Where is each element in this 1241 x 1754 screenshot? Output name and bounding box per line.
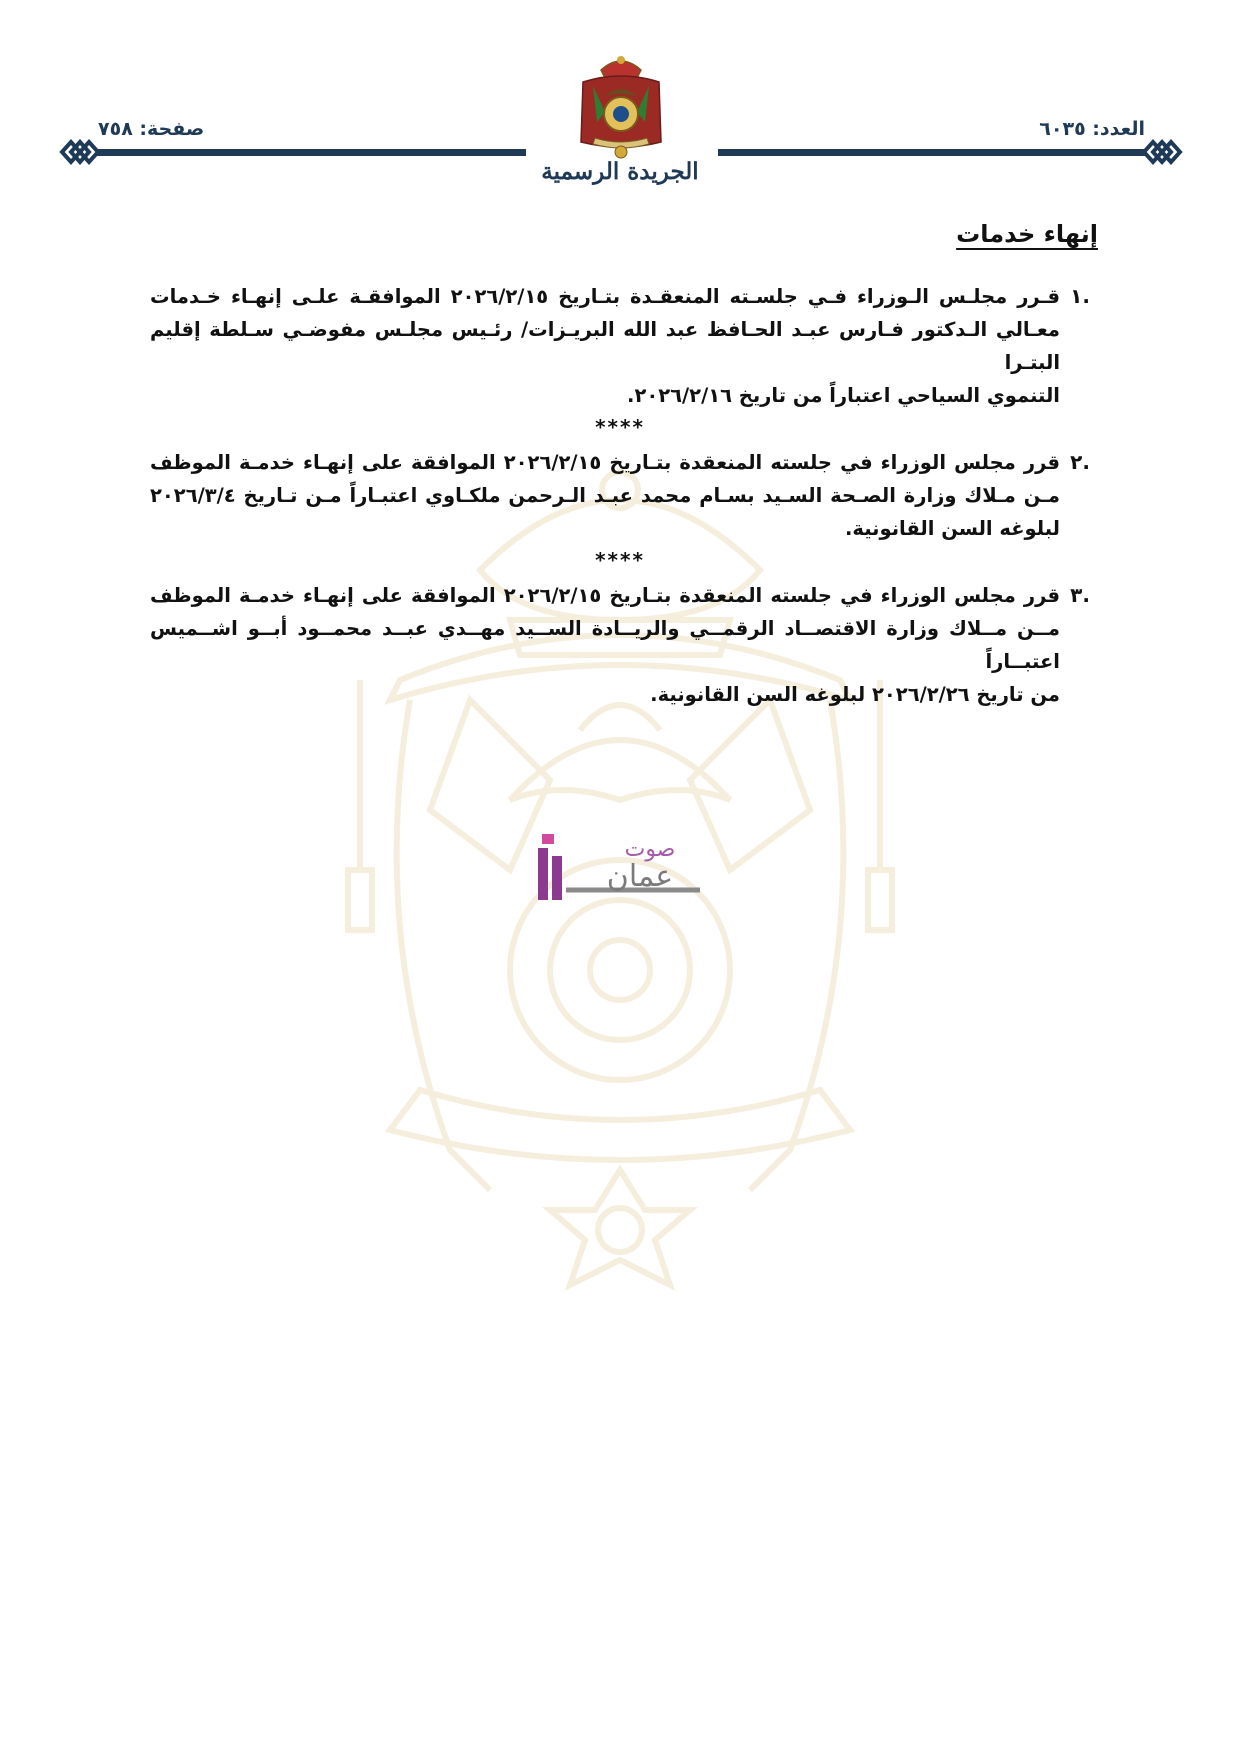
header-rule-right [718,149,1146,156]
decision-line: التنموي السياحي اعتباراً من تاريخ ٢٠٢٦/٢/١٦. [627,384,1060,407]
decision-text [150,280,1060,412]
decision-line: مـن مـلاك وزارة الصـحة السـيد بسـام محمد عبـد الـرحمن ملكـاوي اعتبـاراً مـن تـاريخ ٢٠٢٦/٣/٤ [150,484,1060,507]
coat-of-arms-icon [575,52,667,160]
issue-number: العدد: ٦٠٣٥ [1039,118,1145,140]
decision-item [150,446,1090,545]
separator: **** [595,548,645,572]
decision-line: قـرر مجلـس الـوزراء فـي جلسـته المنعقـدة بتـاريخ ٢٠٢٦/٢/١٥ الموافقـة علـى إنهـاء خـدمات [150,285,1060,308]
knot-ornament-icon [58,134,102,170]
logo-text-top: صوت [624,837,676,862]
document-title: إنهاء خدمات [956,220,1098,248]
decision-text [150,579,1060,711]
gazette-title: الجريدة الرسمية [541,158,699,185]
decision-number: .١ [1070,284,1090,308]
page-number: صفحة: ٧٥٨ [98,118,205,140]
decision-number: .٣ [1070,583,1090,607]
decision-line: قرر مجلس الوزراء في جلسته المنعقدة بتـاريخ ٢٠٢٦/٢/١٥ الموافقة على إنهـاء خدمـة الموظف [150,451,1060,474]
decision-line: قرر مجلس الوزراء في جلسته المنعقدة بتـاريخ ٢٠٢٦/٢/١٥ الموافقة على إنهـاء خدمـة الموظف [150,584,1060,607]
decision-line: مــن مــلاك وزارة الاقتصــاد الرقمــي والريــادة الســيد مهــدي عبــد محمــود أبــو اشــميس اعتبــاراً [150,617,1060,673]
decision-line: من تاريخ ٢٠٢٦/٢/٢٦ لبلوغه السن القانونية. [650,683,1060,706]
decisions-list [150,280,1090,711]
gazette-header [0,0,1241,210]
header-rule-left [96,149,526,156]
decision-line: معـالي الـدكتور فـارس عبـد الحـافظ عبد الله البريـزات/ رئـيس مجلـس مفوضـي سـلطة إقليم البتـرا [150,318,1060,374]
knot-ornament-icon [1140,134,1184,170]
sawt-amman-logo [530,830,710,910]
logo-text-bottom: عمان [606,859,674,894]
separator: **** [595,415,645,439]
decision-item [150,579,1090,711]
decision-item [150,280,1090,412]
decision-number: .٢ [1070,450,1090,474]
decision-text [150,446,1060,545]
decision-line: لبلوغه السن القانونية. [844,517,1060,540]
